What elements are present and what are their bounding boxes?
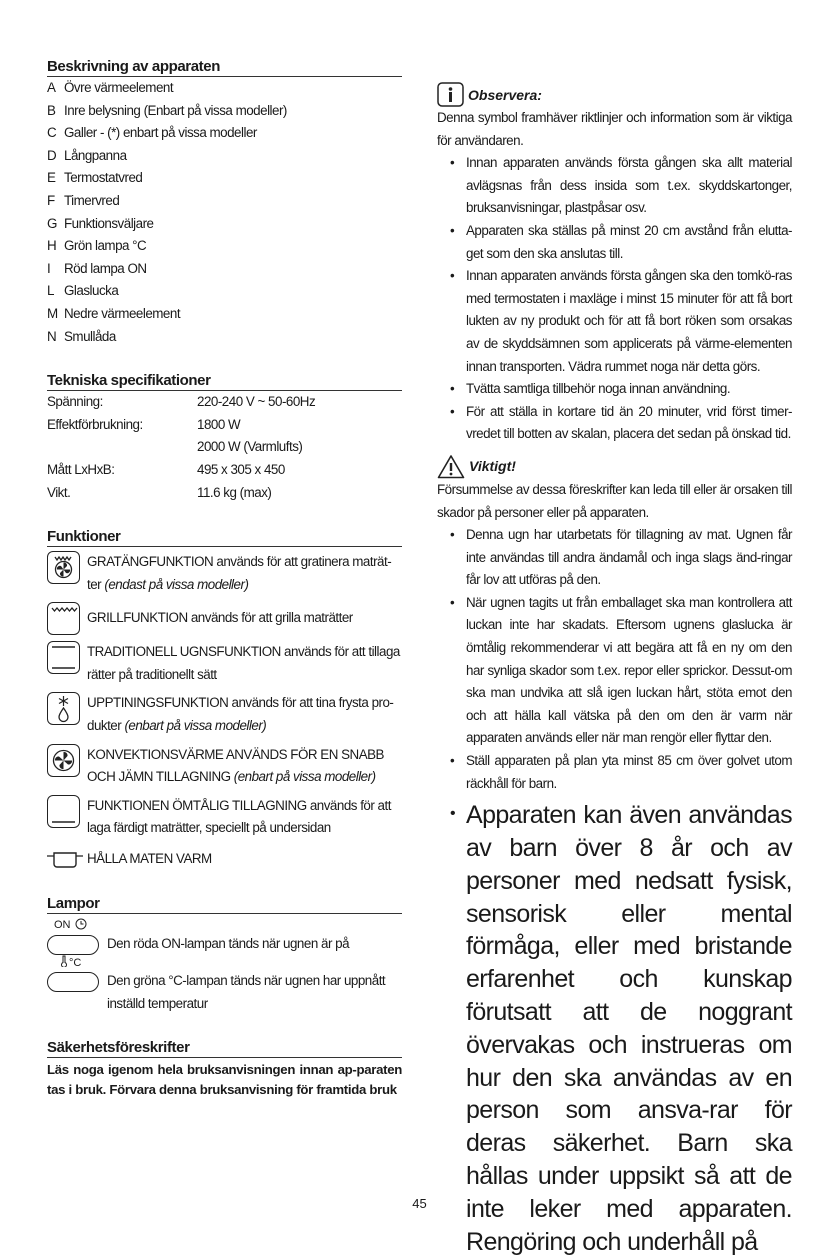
important-heading-row: Viktigt! — [437, 454, 792, 479]
item-text: Funktionsväljare — [64, 215, 154, 231]
item-letter: I — [47, 260, 51, 276]
spec-row — [47, 459, 402, 482]
spec-key: Mått LxHxB: — [47, 461, 115, 477]
item-letter: B — [47, 102, 56, 118]
green-lamp-row — [47, 970, 402, 1015]
warning-icon — [437, 454, 465, 479]
description-item — [47, 100, 402, 123]
description-item — [47, 326, 402, 349]
temp-label: °C — [60, 955, 402, 970]
bullet-item — [437, 265, 792, 378]
keep-warm-pot-icon — [47, 850, 83, 868]
description-item — [47, 77, 402, 100]
bullet-item — [437, 524, 792, 592]
function-row — [47, 795, 402, 840]
observe-intro: Denna symbol framhäver riktlinjer och information som är viktiga för användaren. — [437, 110, 792, 148]
function-text: TRADITIONELL UGNSFUNKTION används för att tillaga rätter på traditionellt sätt — [87, 644, 400, 682]
page-number: 45 — [412, 1196, 427, 1211]
green-lamp-indicator — [47, 972, 99, 992]
spec-row — [47, 414, 402, 437]
item-letter: A — [47, 80, 56, 95]
function-row — [47, 848, 402, 871]
description-item — [47, 213, 402, 236]
item-letter: M — [47, 305, 58, 321]
item-letter: D — [47, 147, 57, 163]
item-letter: G — [47, 215, 57, 231]
bullet-text: Tvätta samtliga tillbehör noga innan användning. — [466, 381, 731, 397]
item-letter: F — [47, 192, 55, 208]
safety-intro: Läs noga igenom hela bruksanvisningen innan ap-paraten tas i bruk. Förvara denna bruksanvisning för framtida bruk — [47, 1062, 402, 1098]
spec-value: 495 x 305 x 450 — [197, 461, 285, 477]
item-letter: E — [47, 170, 56, 186]
grill-icon — [47, 602, 80, 635]
item-text: Övre värmeelement — [64, 80, 174, 95]
red-lamp-row — [47, 933, 402, 956]
spec-value: 1800 W — [197, 416, 241, 432]
convection-fan-icon — [47, 744, 80, 777]
description-item — [47, 235, 402, 258]
spec-value: 220-240 V ~ 50-60Hz — [197, 394, 316, 410]
item-letter: N — [47, 328, 57, 344]
item-letter: H — [47, 238, 57, 254]
function-text: FUNKTIONEN ÖMTÅLIG TILLAGNING används för att laga färdigt maträtter, speciellt på undersidan — [87, 797, 391, 836]
bullet-dot: • — [450, 155, 455, 171]
description-item — [47, 190, 402, 213]
gratin-fan-icon — [47, 551, 80, 584]
defrost-icon — [47, 692, 80, 725]
description-item — [47, 303, 402, 326]
bullet-dot: • — [450, 268, 455, 284]
bullet-text: Innan apparaten används första gången ska den tomkö-ras med termostaten i maxläge i minst 15 minuter för att få bort lukten av ny produkt och för att få bort röken som orsakas av de skyddsämnen som applicerats på värme-elementen innan transporten. Vädra rummet noga när detta görs. — [466, 268, 792, 374]
function-text: GRATÄNGFUNKTION används för att gratinera maträt-ter (endast på vissa modeller) — [87, 554, 392, 592]
function-row — [47, 551, 402, 596]
item-text: Långpanna — [64, 147, 127, 163]
bullet-text: Denna ugn har utarbetats för tillagning av mat. Ugnen får inte användas till andra ändamål och inga slags änd-ringar får lov att utföras på den. — [466, 527, 792, 588]
item-letter: L — [47, 283, 54, 299]
item-text: Nedre värmeelement — [64, 305, 181, 321]
thermometer-icon — [60, 955, 68, 970]
description-item — [47, 280, 402, 303]
bullet-dot: • — [450, 222, 455, 238]
function-text: GRILLFUNKTION används för att grilla maträtter — [87, 610, 353, 626]
bullet-text: För att ställa in kortare tid än 20 minuter, vrid först timer-vredet till botten av skalan, placera det sedan på önskad tid. — [466, 403, 792, 442]
green-lamp-text: Den gröna °C-lampan tänds när ugnen har uppnått inställd temperatur — [107, 973, 386, 1011]
bullet-dot: • — [450, 403, 455, 419]
important-bullets — [437, 524, 792, 795]
bullet-item — [437, 220, 792, 265]
function-row — [47, 602, 402, 635]
description-item — [47, 145, 402, 168]
spec-row — [47, 436, 402, 459]
red-lamp-indicator — [47, 935, 99, 955]
observe-bullets — [437, 152, 792, 446]
description-item — [47, 122, 402, 145]
bullet-item — [437, 592, 792, 750]
function-row — [47, 744, 402, 789]
clock-icon — [75, 918, 87, 933]
spec-row — [47, 391, 402, 414]
description-heading: Beskrivning av apparaten — [47, 58, 402, 77]
bullet-dot: • — [450, 594, 455, 610]
left-column — [47, 58, 402, 1100]
bullet-text: Apparaten ska ställas på minst 20 cm avstånd från elutta-get som den ska anslutas till. — [466, 222, 792, 261]
functions-heading: Funktioner — [47, 528, 402, 547]
spec-key: Spänning: — [47, 394, 103, 410]
description-item — [47, 258, 402, 281]
lamps-heading: Lampor — [47, 895, 402, 914]
spec-row — [47, 482, 402, 505]
function-text: UPPTININGSFUNKTION används för att tina frysta pro-dukter (enbart på vissa modeller) — [87, 695, 394, 734]
item-text: Timervred — [64, 192, 120, 208]
traditional-oven-icon — [47, 641, 80, 674]
bullet-item — [437, 750, 792, 795]
observe-heading-row: Observera: — [437, 82, 792, 107]
item-text: Smullåda — [64, 328, 116, 344]
safety-heading: Säkerhetsföreskrifter — [47, 1039, 402, 1058]
bullet-dot: • — [450, 527, 455, 543]
red-lamp-text: Den röda ON-lampan tänds när ugnen är på — [107, 935, 350, 951]
spec-key: Vikt. — [47, 484, 71, 500]
info-icon — [437, 82, 464, 107]
function-text: KONVEKTIONSVÄRME ANVÄNDS FÖR EN SNABB OCH JÄMN TILLAGNING (enbart på vissa modeller) — [87, 746, 384, 785]
description-item — [47, 167, 402, 190]
spec-key — [47, 436, 197, 459]
large-bullet-text: Apparaten kan även användas av barn över 8 år och av personer med nedsatt fysisk, sensorisk eller mental förmåga, eller med bristande erfarenhet och kunskap förutsatt att de noggrant övervakas och instrueras om hur den ska användas av en person som ansva-rar för deras säkerhet. Barn ska hållas under uppsikt så att de inte leker med apparaten. Rengöring och underhåll på — [466, 801, 792, 1256]
specs-table — [47, 391, 402, 504]
specs-heading: Tekniska specifikationer — [47, 372, 402, 391]
function-text: HÅLLA MATEN VARM — [87, 851, 212, 867]
important-intro: Försummelse av dessa föreskrifter kan leda till eller är orsaken till skador på personer eller på apparaten. — [437, 481, 792, 520]
item-text: Termostatvred — [64, 170, 143, 186]
function-row — [47, 641, 402, 686]
bullet-item — [437, 401, 792, 446]
description-list — [47, 77, 402, 348]
bullet-item — [437, 152, 792, 220]
large-bullet: • Apparaten kan även användas av barn över 8 år och av personer med nedsatt fysisk, sensorisk eller mental förmåga, eller med bristande erfarenhet och kunskap förutsatt att de noggrant övervakas och instrueras om hur den ska användas av en person som ansva-rar för deras säkerhet. Barn ska hållas under uppsikt så att de inte leker med apparaten. Rengöring och underhåll på — [437, 799, 792, 1258]
item-text: Grön lampa °C — [64, 238, 147, 254]
bottom-heat-icon — [47, 795, 80, 828]
spec-value: 11.6 kg (max) — [197, 484, 272, 500]
bullet-item — [437, 378, 792, 401]
on-label: ON — [54, 918, 402, 933]
item-text: Galler - (*) enbart på vissa modeller — [64, 125, 257, 141]
bullet-text: Ställ apparaten på plan yta minst 85 cm över golvet utom räckhåll för barn. — [466, 753, 792, 791]
bullet-text: När ugnen tagits ut från emballaget ska man kontrollera att luckan inte har skadats. Eftersom ugnens glaslucka är ömtålig rekommenderar vi att begära att få en ny om den har synliga skador som t.ex. repor eller sprickor. Dessut-om ska man undvika att slå igen luckan hårt, stöta emot den och att hälla kall vätska på den om den är varm när apparaten används eller när man rengör eller flyttar den. — [466, 594, 792, 746]
spec-key: Effektförbrukning: — [47, 416, 143, 432]
item-text: Glaslucka — [64, 283, 119, 299]
item-text: Röd lampa ON — [64, 260, 147, 276]
item-text: Inre belysning (Enbart på vissa modeller) — [64, 102, 287, 118]
bullet-dot: • — [450, 381, 455, 397]
function-row — [47, 692, 402, 737]
right-column — [437, 82, 792, 1258]
bullet-text: Innan apparaten används första gången ska allt material avlägsnas från dess insida som t.ex. skyddskartonger, bruksanvisningar, plastpåsar osv. — [466, 155, 792, 216]
bullet-dot: • — [450, 753, 455, 769]
spec-value: 2000 W (Varmlufts) — [197, 439, 303, 455]
item-letter: C — [47, 125, 57, 141]
